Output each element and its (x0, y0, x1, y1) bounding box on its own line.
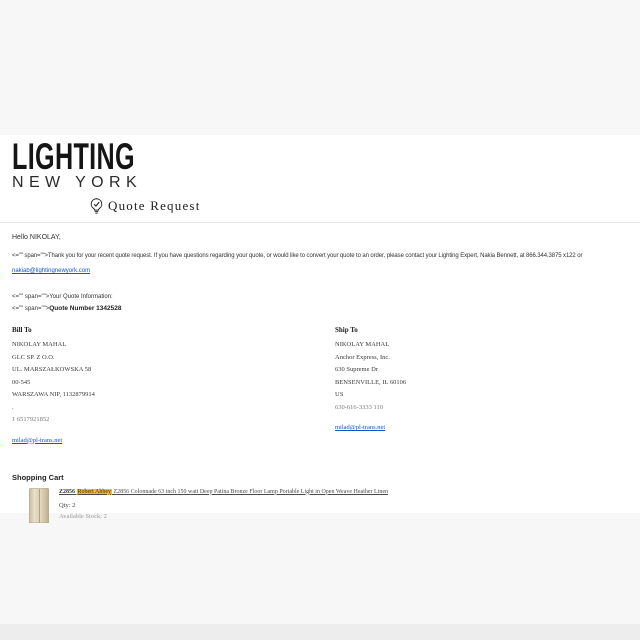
bottom-gray-strip (0, 624, 640, 640)
greeting-text: Hello NIKOLAY, (12, 234, 61, 241)
ship-to-phone: 630-616-3333 110 (335, 403, 383, 411)
ship-to-city: BENSENVILLE, IL 60106 (335, 378, 407, 386)
logo-text-lighting: LIGHTING (12, 136, 135, 177)
product-description: Z2856 Colonnade 63 inch 150 watt Deep Patina Bronze Floor Lamp Portable Light in Open Weave Heather Linen (112, 488, 389, 495)
floor-lamp-image (29, 488, 49, 523)
cart-item-stock: Available Stock: 2 (59, 512, 107, 520)
bulb-check-icon (90, 198, 103, 214)
bill-to-city: WARSZAWA NIP, 1132879914 (12, 391, 95, 398)
bill-to-name: NIKOLAY MAHAL (12, 341, 67, 348)
bill-to-postcode: 00-545 (12, 378, 31, 386)
quote-request-title: Quote Request (108, 198, 201, 213)
product-thumbnail[interactable] (26, 488, 52, 524)
bill-to-phone: 1 6517921852 (12, 416, 50, 423)
product-link[interactable] (59, 489, 388, 495)
logo-text-new-york: NEW YORK (12, 174, 143, 191)
ship-to-title: Ship To (335, 326, 358, 334)
quote-request-heading (90, 198, 628, 214)
bill-to-title: Bill To (12, 326, 32, 334)
header-divider (0, 222, 640, 223)
quote-number-prefix: <="" span=""> (12, 306, 50, 312)
bill-to-company: GLC SP. Z O.O. (12, 353, 55, 361)
product-brand-highlight: Robert Abbey (77, 488, 112, 495)
intro-paragraph: <="" span="">Thank you for your recent quote request. If you have questions regarding your quote, or would like to convert your quote to an order, please contact your Lighting Expert, Nakia Bennett, at 866.344.3875 x122 or (12, 253, 583, 259)
bill-to-section (12, 326, 335, 447)
shopping-cart-title: Shopping Cart (12, 472, 64, 482)
product-sku: Z2856 (59, 488, 76, 495)
quote-number-value: Quote Number 1342528 (49, 305, 122, 312)
ship-to-company: Anchor Express, Inc. (335, 353, 390, 361)
bill-to-email-link[interactable]: milad@pl-trans.net (12, 436, 63, 444)
ship-to-street: 630 Supreme Dr (335, 366, 378, 373)
cart-item-qty: Qty: 2 (59, 501, 76, 509)
cart-item-details (59, 488, 388, 520)
ship-to-country: US (335, 391, 344, 398)
address-columns (12, 326, 628, 447)
ship-to-name: NIKOLAY MAHAL (335, 341, 390, 348)
bill-to-street: UL. MARSZAŁKOWSKA 58 (12, 366, 92, 373)
lighting-expert-email-link[interactable]: nakiab@lightingnewyork.com (12, 268, 91, 274)
quote-information-label: <="" span="">Your Quote Information: (12, 294, 113, 300)
email-body (0, 135, 640, 520)
lighting-new-york-logo (12, 135, 628, 191)
bill-to-extra: . (12, 403, 14, 411)
ship-to-section (335, 326, 628, 447)
cart-item-row (26, 488, 628, 524)
ship-to-email-link[interactable]: milad@pl-trans.net (335, 424, 386, 431)
quote-number-line (12, 305, 628, 312)
